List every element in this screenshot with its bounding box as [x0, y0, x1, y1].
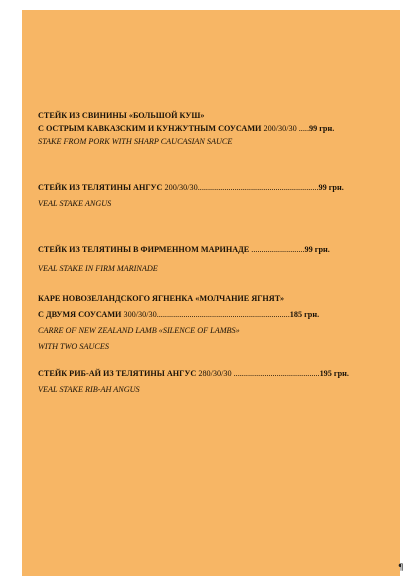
dish-weight: 280/30/30: [196, 369, 232, 378]
menu-page: [22, 10, 400, 576]
dish-title: СТЕЙК РИБ-АЙ ИЗ ТЕЛЯТИНЫ АНГУС: [38, 369, 197, 378]
dish-title-line: [38, 243, 390, 256]
dish-title-line: [38, 109, 390, 122]
dish-english-name: VEAL STAKE RIB-AH ANGUS: [38, 385, 140, 394]
dish-title: СТЕЙК ИЗ СВИНИНЫ «БОЛЬШОЙ КУШ»: [38, 111, 205, 120]
dish-english-name: VEAL STAKE IN FIRM MARINADE: [38, 264, 158, 273]
dish-title-line: [38, 292, 390, 305]
dish-weight: 300/30/30: [121, 310, 157, 319]
dish-price: 185 грн.: [289, 310, 320, 319]
dish-title: СТЕЙК ИЗ ТЕЛЯТИНЫ АНГУС: [38, 183, 163, 192]
dot-leader: .....: [296, 124, 309, 133]
menu-item-ribeye-steak: [38, 367, 390, 396]
dot-leader: ...........................................................: [197, 183, 319, 192]
dish-english-name: WITH TWO SAUCES: [38, 342, 109, 351]
dish-title: СТЕЙК ИЗ ТЕЛЯТИНЫ В ФИРМЕННОМ МАРИНАДЕ: [38, 245, 250, 254]
dot-leader: ..........................: [249, 245, 305, 254]
dish-english-name: VEAL STAKE ANGUS: [38, 199, 112, 208]
menu-item-marinade-steak: [38, 243, 390, 275]
dish-english-name: STAKE FROM PORK WITH SHARP CAUCASIAN SAUCE: [38, 137, 233, 146]
dish-price: 99 грн.: [304, 245, 330, 254]
dish-title-line: [38, 308, 390, 321]
dish-title-line: [38, 122, 390, 135]
dot-leader: .................................................................: [156, 310, 290, 319]
dish-price: 99 грн.: [318, 183, 344, 192]
dish-price: 99 грн.: [308, 124, 335, 133]
dot-leader: ..........................................: [231, 369, 320, 378]
dish-title: С ОСТРЫМ КАВКАЗСКИМ И КУНЖУТНЫМ СОУСАМИ: [38, 124, 262, 133]
dish-price: 195 грн.: [319, 369, 349, 378]
dish-english-name: CARRE OF NEW ZEALAND LAMB «SILENCE OF LAMBS»: [38, 326, 240, 335]
dish-weight: 200/30/30: [162, 183, 198, 192]
menu-item-lamb-carre: [38, 292, 390, 353]
dish-title: КАРЕ НОВОЗЕЛАНДСКОГО ЯГНЕНКА «МОЛЧАНИЕ ЯГНЯТ»: [38, 294, 285, 303]
menu-item-pork-steak: [38, 109, 390, 148]
dish-weight: 200/30/30: [261, 124, 297, 133]
pilcrow-mark: ¶: [398, 563, 404, 573]
dish-title-line: [38, 181, 390, 194]
dish-title: С ДВУМЯ СОУСАМИ: [38, 310, 122, 319]
menu-item-angus-steak: [38, 181, 390, 210]
dish-title-line: [38, 367, 390, 380]
